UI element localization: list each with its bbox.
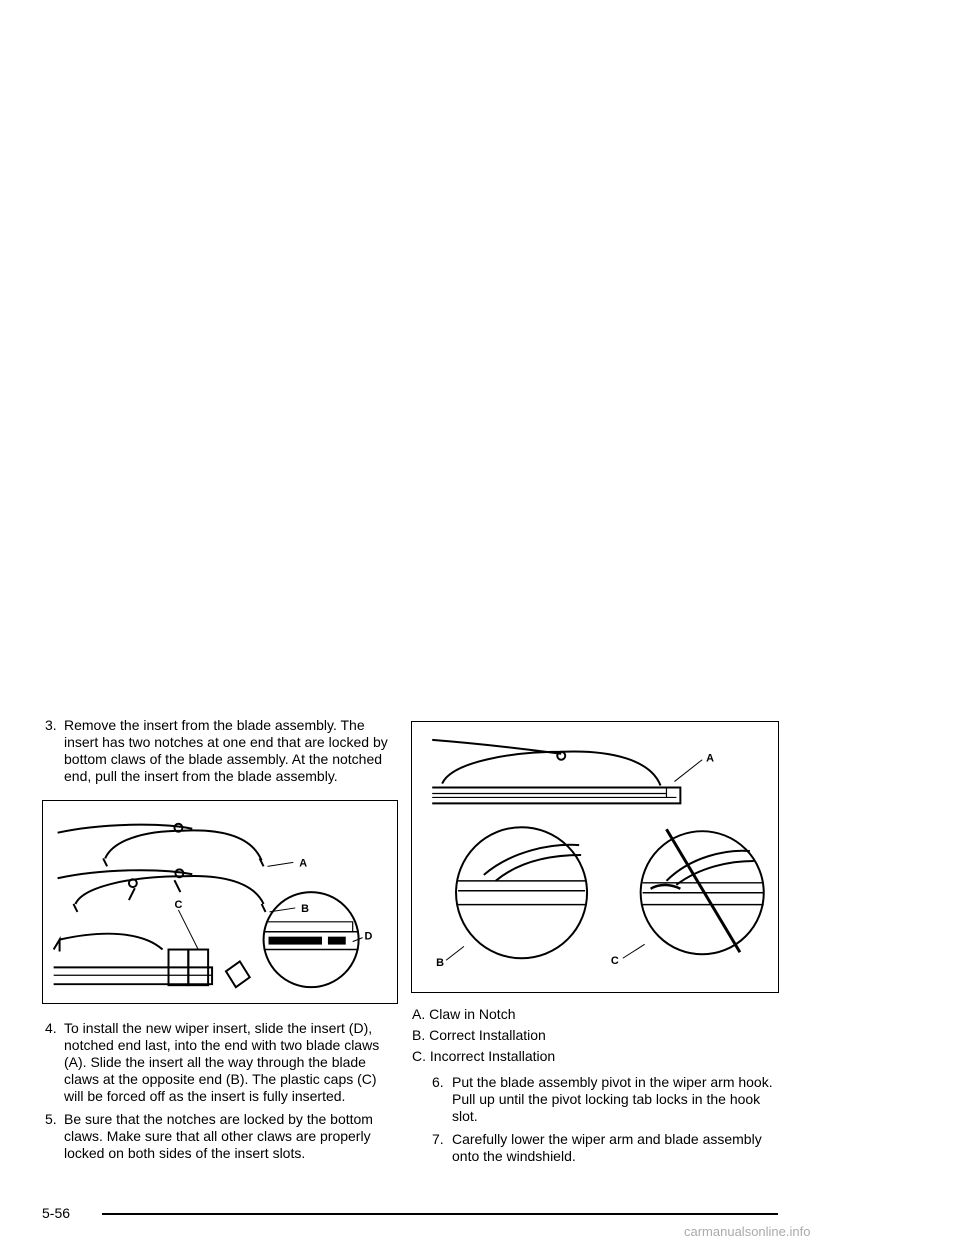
right-column xyxy=(412,717,782,1165)
step-text: Be sure that the notches are locked by the bottom claws. Make sure that all other claws are properly locked on both sides of the insert slots. xyxy=(64,1111,373,1161)
page-number: 5-56 xyxy=(42,1205,71,1221)
step-text: Remove the insert from the blade assembly. The insert has two notches at one end that are locked by bottom claws of the blade assembly. At the notched end, pull the insert from the blade assembly. xyxy=(64,717,388,784)
label-c: C xyxy=(610,955,619,968)
footer-rule xyxy=(102,1213,778,1215)
legend-item-a: A. Claw in Notch xyxy=(412,1006,516,1022)
step-number: 7. xyxy=(432,1131,444,1147)
right-steps xyxy=(412,1074,782,1165)
blade-frame xyxy=(442,752,660,786)
blade-frame-a xyxy=(105,830,261,860)
step-text: To install the new wiper insert, slide the insert (D), notched end last, into the end with two blade claws (A). Slide the insert all the way through the blade claws at the opposite end (B). The plastic caps (C) will be forced off as the insert is fully inserted. xyxy=(64,1020,380,1104)
legend-item-b: B. Correct Installation xyxy=(412,1027,546,1043)
step-text: Put the blade assembly pivot in the wiper arm hook. Pull up until the pivot locking tab locks in the hook slot. xyxy=(452,1074,773,1124)
step-number: 4. xyxy=(45,1020,57,1036)
label-d: D xyxy=(364,930,373,943)
step-5 xyxy=(42,1111,394,1162)
label-a: A xyxy=(299,857,308,870)
blade-installation-illustration xyxy=(411,721,779,993)
step-6 xyxy=(412,1074,782,1125)
step-number: 5. xyxy=(45,1111,57,1127)
figure-legend xyxy=(412,1006,782,1065)
step-7 xyxy=(412,1131,782,1165)
watermark[interactable]: carmanualsonline.info xyxy=(684,1224,811,1239)
step-3 xyxy=(42,717,394,785)
label-c: C xyxy=(174,898,183,911)
step-text: Carefully lower the wiper arm and blade assembly onto the windshield. xyxy=(452,1131,762,1164)
step-number: 6. xyxy=(432,1074,444,1090)
left-column xyxy=(42,717,394,1162)
wiper-insert-removal-illustration xyxy=(42,800,398,1004)
label-a: A xyxy=(706,752,715,765)
correct-installation-detail xyxy=(456,827,587,958)
step-number: 3. xyxy=(45,717,57,733)
label-b: B xyxy=(436,957,445,970)
blade-frame-b xyxy=(75,876,263,904)
step-4 xyxy=(42,1020,394,1105)
label-b: B xyxy=(301,902,310,915)
legend-item-c: C. Incorrect Installation xyxy=(412,1048,556,1064)
